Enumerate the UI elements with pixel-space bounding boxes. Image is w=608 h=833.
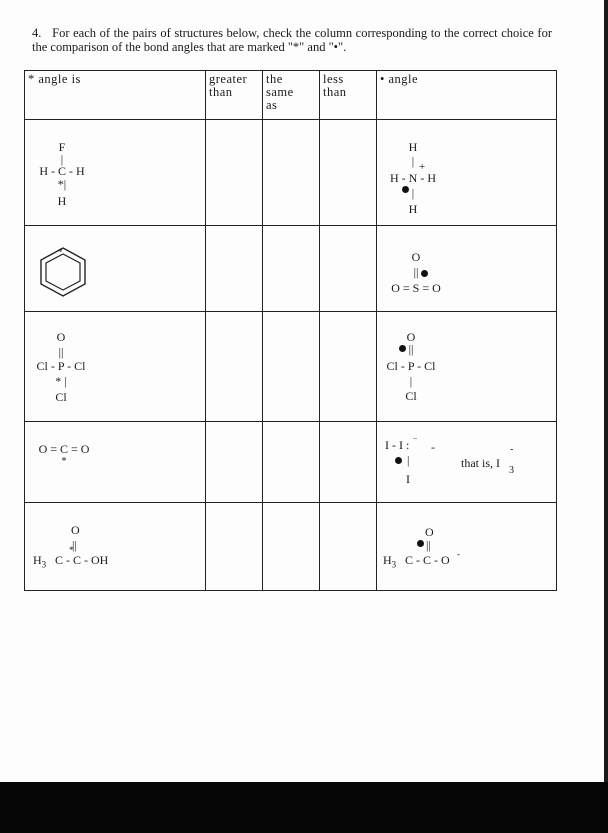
check-same[interactable] bbox=[263, 422, 320, 503]
check-same[interactable] bbox=[263, 312, 320, 422]
question-text bbox=[32, 26, 552, 54]
check-less[interactable] bbox=[320, 312, 377, 422]
bond-dot bbox=[395, 457, 402, 464]
structure-i3: .. I - I : - | I that is, I 3 - bbox=[377, 422, 557, 503]
check-greater[interactable] bbox=[206, 312, 263, 422]
table-row bbox=[25, 422, 557, 503]
check-less[interactable] bbox=[320, 422, 377, 503]
check-less[interactable] bbox=[320, 120, 377, 226]
check-same[interactable] bbox=[263, 503, 320, 591]
header-greater: greater than bbox=[206, 71, 263, 120]
check-greater[interactable] bbox=[206, 120, 263, 226]
check-greater[interactable] bbox=[206, 422, 263, 503]
question-body: For each of the pairs of structures below, check the column corresponding to the correct choice for the comparison of the bond angles that are marked "*" and "•". bbox=[32, 26, 552, 54]
bond-dot bbox=[417, 540, 424, 547]
scanner-margin bbox=[0, 782, 608, 833]
check-same[interactable] bbox=[263, 120, 320, 226]
header-star-angle: * angle is bbox=[25, 71, 206, 120]
header-same: the same as bbox=[263, 71, 320, 120]
comparison-table bbox=[24, 70, 557, 591]
check-less[interactable] bbox=[320, 226, 377, 312]
structure-pocl3-left: O || Cl - P - Cl * | Cl bbox=[25, 312, 206, 422]
header-dot-angle: • angle bbox=[377, 71, 557, 120]
structure-nh4: H | + H - N - H | H bbox=[377, 120, 557, 226]
structure-acetic-acid: O || $H_3$ * C - C - OH bbox=[25, 503, 206, 591]
page-edge bbox=[604, 0, 608, 782]
question-number: 4. bbox=[32, 26, 42, 40]
benzene-ring-icon bbox=[33, 242, 93, 302]
structure-co2: O = C = O * bbox=[25, 422, 206, 503]
check-less[interactable] bbox=[320, 503, 377, 591]
structure-so2: O || O = S = O bbox=[377, 226, 557, 312]
check-same[interactable] bbox=[263, 226, 320, 312]
table-row bbox=[25, 312, 557, 422]
header-less: less than bbox=[320, 71, 377, 120]
check-greater[interactable] bbox=[206, 226, 263, 312]
table-row bbox=[25, 503, 557, 591]
table-row bbox=[25, 226, 557, 312]
structure-ch3f: F | H - C - H *| H bbox=[25, 120, 206, 226]
structure-benzene: * bbox=[25, 226, 206, 312]
bond-dot bbox=[421, 270, 428, 277]
table-row bbox=[25, 120, 557, 226]
header-row bbox=[25, 71, 557, 120]
check-greater[interactable] bbox=[206, 503, 263, 591]
structure-pocl3-right: O || Cl - P - Cl | Cl bbox=[377, 312, 557, 422]
structure-acetate: O || $H_3$ C - C - O - bbox=[377, 503, 557, 591]
